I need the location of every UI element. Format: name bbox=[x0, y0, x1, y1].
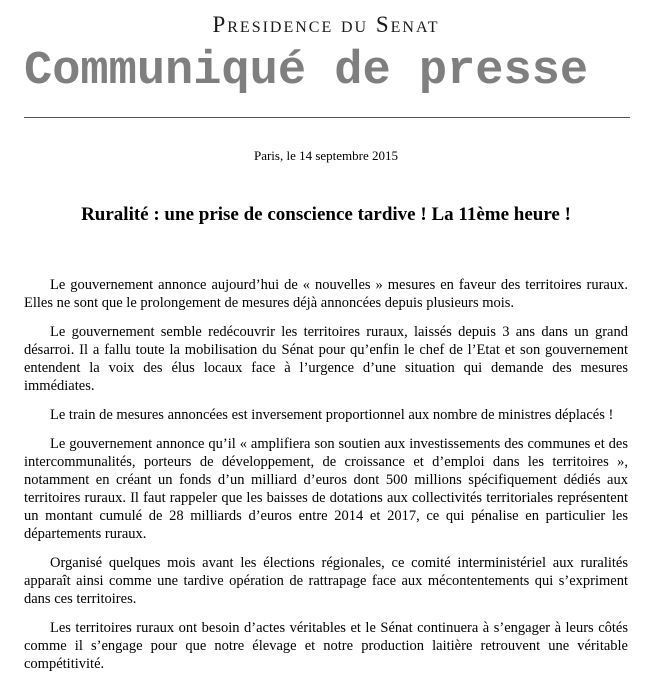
paragraph: Le gouvernement annonce qu’il « amplifiera son soutien aux investissements des communes et des intercommunalités, porteurs de développement, de croissance et d’emploi dans les territoires », notamment en créant un fonds d’un milliard d’euros dont 500 millions spécifiquement dédiés aux territoires ruraux. Il faut rappeler que les baisses de dotations aux collectivités territoriales représentent un montant cumulé de 28 milliards d’euros entre 2014 et 2017, ce qui pénalise en particulier les départements ruraux. bbox=[24, 436, 628, 542]
institution-name: Presidence du Senat bbox=[212, 12, 440, 37]
dateline: Paris, le 14 septembre 2015 bbox=[253, 148, 399, 163]
paragraph: Les territoires ruraux ont besoin d’actes véritables et le Sénat continuera à s’engager à leurs côtés comme il s’engage pour que notre élevage et notre production laitière retrouvent une véritable compétitivité. bbox=[24, 620, 628, 672]
body-text bbox=[24, 276, 628, 684]
paragraph: Le gouvernement semble redécouvrir les territoires ruraux, laissés depuis 3 ans dans un grand désarroi. Il a fallu toute la mobilisation du Sénat pour qu’enfin le chef de l’Etat et son gouvernement entendent la voix des élus locaux face à l’urgence d’une situation qui demande des mesures immédiates. bbox=[24, 324, 628, 394]
header-divider bbox=[24, 117, 630, 118]
paragraph: Organisé quelques mois avant les élections régionales, ce comité interministériel aux ruralités apparaît ainsi comme une tardive opération de rattrapage face aux mécontentements qui s’expriment dans ces territoires. bbox=[24, 555, 628, 607]
headline: Ruralité : une prise de conscience tardive ! La 11ème heure ! bbox=[81, 204, 571, 225]
paragraph: Le train de mesures annoncées est inversement proportionnel aux nombre de ministres déplacés ! bbox=[50, 407, 614, 423]
paragraph: Le gouvernement annonce aujourd’hui de « nouvelles » mesures en faveur des territoires ruraux. Elles ne sont que le prolongement de mesures déjà annoncées depuis plusieurs mois. bbox=[24, 277, 628, 311]
document-title: Communiqué de presse bbox=[24, 45, 589, 98]
